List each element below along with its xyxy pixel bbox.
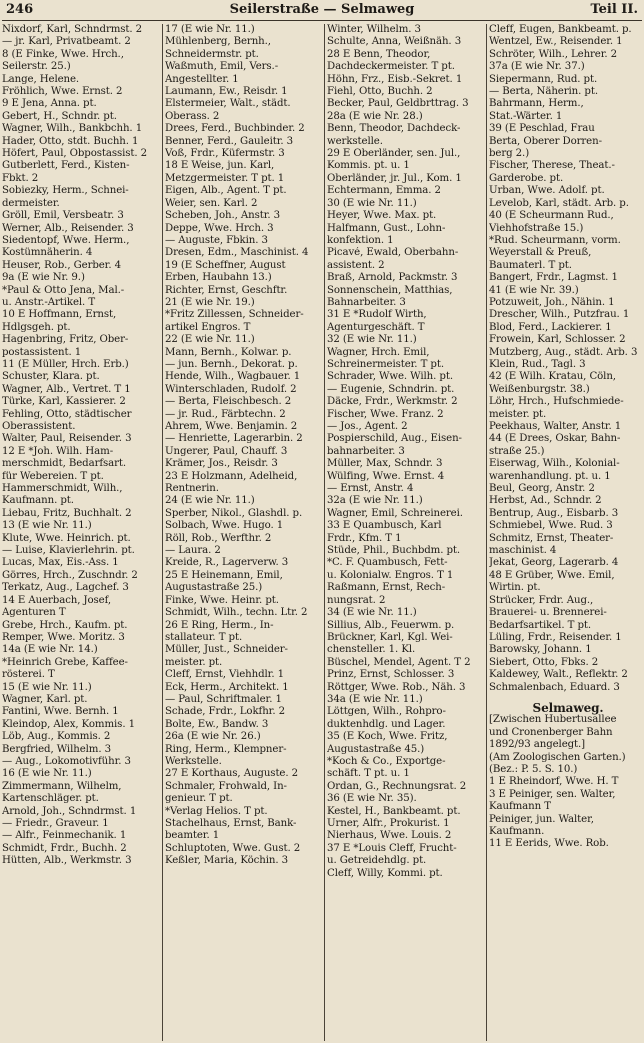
entry-line: Löhr, Hrch., Hufschmiede- <box>489 396 624 408</box>
entry-line: Pospierschild, Aug., Eisen- <box>327 433 462 445</box>
entry-line: postassistent. 1 <box>2 346 82 358</box>
entry-line: — Aug., Lokomotivführ. 3 <box>2 755 131 767</box>
entry-line: Weyerstall & Preuß, <box>489 247 592 259</box>
entry-line: Prinz, Ernst, Schlosser. 3 <box>327 669 455 681</box>
entry-line: Heyer, Wwe. Max. pt. <box>327 210 437 222</box>
entry-line: Schluptoten, Wwe. Gust. 2 <box>165 842 301 854</box>
column-3 <box>324 24 485 1041</box>
entry-line: 23 E Holzmann, Adelheid, <box>165 470 298 482</box>
entry-line: 48 E Grüber, Wwe. Emil, <box>489 569 615 581</box>
entry-line: Schrader, Wwe. Wilh. pt. <box>327 371 453 383</box>
entry-line: dermeister. <box>2 197 60 209</box>
entry-line: Gröll, Emil, Versbeatr. 3 <box>2 210 124 222</box>
entry-line: 17 (E wie Nr. 11.) <box>165 24 255 35</box>
entry-line: Picavé, Ewald, Oberbahn- <box>327 247 459 259</box>
entry-line: 37 E *Louis Cleff, Frucht- <box>327 842 457 854</box>
entry-line: Wagner, Hrch. Emil, <box>327 346 430 358</box>
entry-line: Siepermann, Rud. pt. <box>489 73 598 85</box>
entry-line: Benner, Ferd., Gauleitr. 3 <box>165 135 294 147</box>
entry-line: Schneidermstr. pt. <box>165 48 259 60</box>
entry-line: Krämer, Jos., Reisdr. 3 <box>165 458 278 470</box>
entry-line: Fröhlich, Wwe. Ernst. 2 <box>2 86 123 98</box>
entry-line: Drescher, Wilh., Putzfrau. 1 <box>489 309 630 321</box>
entry-line: 44 (E Drees, Oskar, Bahn- <box>489 433 621 445</box>
entry-line: Garderobe. pt. <box>489 172 564 184</box>
entry-line: Scheben, Joh., Anstr. 3 <box>165 210 281 222</box>
section-line: 1 E Rheindorf, Wwe. H. T <box>489 776 619 788</box>
entry-line: — jr. Rud., Färbtechn. 2 <box>165 408 286 420</box>
entry-line: Werner, Alb., Reisender. 3 <box>2 222 134 234</box>
entry-line: Arnold, Joh., Schndrmst. 1 <box>2 805 137 817</box>
section-line: [Zwischen Hubertusallee <box>489 714 617 726</box>
column-1 <box>2 24 160 1041</box>
entry-line: Augustastraße 45.) <box>327 743 425 755</box>
column-2 <box>162 24 323 1041</box>
entry-line: Sillius, Alb., Feuerwm. p. <box>327 619 455 631</box>
entry-line: Benn, Theodor, Dachdeck- <box>327 123 461 135</box>
entry-line: Mutzberg, Aug., städt. Arb. 3 <box>489 346 638 358</box>
entry-line: Cleff, Willy, Kommi. pt. <box>327 867 443 879</box>
entry-line: 36 (E wie Nr. 35). <box>327 793 417 805</box>
entry-line: 21 (E wie Nr. 19.) <box>165 296 255 308</box>
entry-line: 39 (E Peschlad, Frau <box>489 123 595 135</box>
entry-line: Görres, Hrch., Zuschndr. 2 <box>2 569 138 581</box>
entry-line: 15 (E wie Nr. 11.) <box>2 681 92 693</box>
entry-line: Oberländer, jr. Jul., Kom. 1 <box>327 172 462 184</box>
entry-line: Büschel, Mendel, Agent. T 2 <box>327 656 471 668</box>
entry-line: — Friedr., Graveur. 1 <box>2 818 109 829</box>
entry-line: Fiehl, Otto, Buchh. 2 <box>327 86 433 98</box>
entry-line: Waßmuth, Emil, Vers.- <box>165 61 279 73</box>
entry-line: Siebert, Otto, Fbks. 2 <box>489 656 599 668</box>
entry-line: Kaldewey, Walt., Reflektr. 2 <box>489 669 628 681</box>
page-number: 246 <box>6 2 34 17</box>
entry-line: 25 E Heinemann, Emil, <box>165 569 283 581</box>
entry-line: Fehling, Otto, städtischer <box>2 408 132 420</box>
entry-line: Baumaterl. T pt. <box>489 259 572 271</box>
entry-line: Winter, Wilhelm. 3 <box>327 24 421 35</box>
entry-line: 19 (E Scheffner, August <box>165 259 286 271</box>
entry-line: stallateur. T pt. <box>165 631 243 643</box>
entry-line: 14 E Auerbach, Josef, <box>2 594 112 606</box>
entry-line: Kostümnäherin. 4 <box>2 247 93 259</box>
entry-line: Raßmann, Ernst, Rech- <box>327 582 446 594</box>
entry-line: 41 (E wie Nr. 39.) <box>489 284 579 296</box>
entry-line: Peekhaus, Walter, Anstr. 1 <box>489 421 622 432</box>
entry-line: Kommis. pt. u. 1 <box>327 160 410 172</box>
entry-line: Ungerer, Paul, Chauff. 3 <box>165 445 288 457</box>
entry-line: Nixdorf, Karl, Schndrmst. 2 <box>2 24 143 35</box>
entry-line: Müller, Just., Schneider- <box>165 644 288 656</box>
entry-line: genieur. T pt. <box>165 793 233 805</box>
entry-line: Bedarfsartikel. T pt. <box>489 619 591 631</box>
entry-line: Walter, Paul, Reisender. 3 <box>2 433 132 445</box>
entry-line: meister. pt. <box>165 656 223 668</box>
entry-line: maschinist. 4 <box>489 545 557 557</box>
entry-line: Liebau, Fritz, Buchhalt. 2 <box>2 507 132 519</box>
entry-line: 8 (E Finke, Wwe. Hrch., <box>2 48 124 60</box>
entry-line: Elstermeier, Walt., städt. <box>165 98 291 110</box>
entry-line: Eck, Herm., Architekt. 1 <box>165 681 289 693</box>
entry-line: Kestel, H., Bankbeamt. pt. <box>327 805 461 817</box>
entry-line: — Ernst, Anstr. 4 <box>327 483 414 495</box>
section-line: 3 E Peiniger, sen. Walter, <box>489 788 616 800</box>
entry-line: Höhn, Frz., Eisb.-Sekret. 1 <box>327 73 463 85</box>
entry-line: — Eugenie, Schndrin. pt. <box>327 383 455 395</box>
entry-line: Mann, Bernh., Kolwar. p. <box>165 346 292 358</box>
page-header <box>0 0 644 22</box>
entry-line: Winterschladen, Rudolf. 2 <box>165 383 297 395</box>
entry-line: 12 E *Joh. Wilh. Ham- <box>2 445 114 457</box>
section-line: Peiniger, jun. Walter, <box>489 813 594 825</box>
entry-line: Bangert, Frdr., Lagmst. 1 <box>489 272 618 284</box>
entry-line: Röll, Rob., Werfthr. 2 <box>165 532 272 544</box>
entry-line: Siedentopf, Wwe. Herm., <box>2 234 130 246</box>
entry-line: Beul, Georg, Anstr. 2 <box>489 483 595 495</box>
entry-line: werkstelle. <box>327 135 383 147</box>
entry-line: Wentzel, Ew., Reisender. 1 <box>489 36 623 48</box>
entry-line: Berta, Oberer Dorren- <box>489 135 602 147</box>
entry-line: Barowsky, Johann. 1 <box>489 644 592 656</box>
part-label: Teil II. <box>590 2 638 17</box>
entry-line: Frdr., Kfm. T 1 <box>327 532 402 544</box>
entry-line: Löb, Aug., Kommis. 2 <box>2 731 111 743</box>
entry-line: Echtermann, Emma. 2 <box>327 185 441 197</box>
entry-line: *C. F. Quambusch, Fett- <box>327 557 448 569</box>
section-line: Kaufmann T <box>489 801 551 813</box>
entry-line: — Auguste, Fbkin. 3 <box>165 234 268 246</box>
entry-line: Blod, Ferd., Lackierer. 1 <box>489 321 612 333</box>
entry-line: Angestellter. 1 <box>165 73 239 85</box>
entry-line: Voß, Frdr., Küfermstr. 3 <box>165 148 285 160</box>
entry-line: *Paul & Otto Jena, Mal.- <box>2 284 125 296</box>
entry-line: Schmiebel, Wwe. Rud. 3 <box>489 520 613 532</box>
entry-line: Drees, Ferd., Buchbinder. 2 <box>165 123 305 135</box>
entry-line: beamter. 1 <box>165 830 220 842</box>
entry-line: Schmitz, Ernst, Theater- <box>489 532 614 544</box>
entry-line: Lucas, Max, Eis.-Ass. 1 <box>2 557 119 569</box>
entry-line: Fantini, Wwe. Bernh. 1 <box>2 706 119 718</box>
entry-line: — Laura. 2 <box>165 545 221 557</box>
entry-line: — Jos., Agent. 2 <box>327 421 408 432</box>
entry-line: Fischer, Wwe. Franz. 2 <box>327 408 444 420</box>
entry-line: Wagner, Wilh., Bankbchh. 1 <box>2 123 143 135</box>
entry-line: 34 (E wie Nr. 11.) <box>327 607 417 619</box>
entry-line: Bergfried, Wilhelm. 3 <box>2 743 112 755</box>
entry-line: 29 E Oberländer, sen. Jul., <box>327 148 461 160</box>
entry-line: 33 E Quambusch, Karl <box>327 520 442 532</box>
entry-line: Röttger, Wwe. Rob., Näh. 3 <box>327 681 466 693</box>
entry-line: Brückner, Karl, Kgl. Wei- <box>327 631 453 643</box>
entry-line: Eiserwag, Wilh., Kolonial- <box>489 458 620 470</box>
entry-line: 35 (E Koch, Wwe. Fritz, <box>327 731 448 743</box>
header-rule <box>2 20 642 21</box>
entry-line: — Paul, Schriftmaler. 1 <box>165 693 282 705</box>
entry-line: Kreide, R., Lagerverw. 3 <box>165 557 289 569</box>
entry-line: Däcke, Frdr., Werkmstr. 2 <box>327 396 458 408</box>
entry-line: Agenturen T <box>2 607 66 619</box>
entry-line: — Alfr., Feinmechanik. 1 <box>2 830 127 842</box>
entry-line: Rentnerin. <box>165 483 219 495</box>
entry-line: Schröter, Wilh., Lehrer. 2 <box>489 48 618 60</box>
entry-line: Sperber, Nikol., Glashdl. p. <box>165 507 303 519</box>
entry-line: Metzgermeister. T pt. 1 <box>165 172 285 184</box>
entry-line: Cleff, Eugen, Bankbeamt. p. <box>489 24 632 35</box>
entry-line: Dachdeckermeister. T pt. <box>327 61 455 73</box>
entry-line: Stachelhaus, Ernst, Bank- <box>165 818 297 829</box>
entry-line: Remper, Wwe. Moritz. 3 <box>2 631 125 643</box>
entry-line: 18 E Weise, jun. Karl, <box>165 160 275 172</box>
entry-line: 32a (E wie Nr. 11.) <box>327 495 423 507</box>
entry-line: Fbkt. 2 <box>2 172 39 184</box>
entry-line: Terkatz, Aug., Lagchef. 3 <box>2 582 129 594</box>
entry-line: Braß, Arnold, Packmstr. 3 <box>327 272 458 284</box>
entry-line: Fischer, Therese, Theat.- <box>489 160 615 172</box>
entry-line: Hader, Otto, stdt. Buchh. 1 <box>2 135 139 147</box>
entry-line: Sonnenschein, Matthias, <box>327 284 453 296</box>
entry-line: Schmidt, Wilh., techn. Ltr. 2 <box>165 607 308 619</box>
entry-line: *Rud. Scheurmann, vorm. <box>489 234 621 246</box>
entry-line: Levelob, Karl, städt. Arb. p. <box>489 197 629 209</box>
entry-line: Stüde, Phil., Buchbdm. pt. <box>327 545 461 557</box>
entry-line: Oberassistent. <box>2 421 76 432</box>
entry-line: u. Anstr.-Artikel. T <box>2 296 96 308</box>
entry-line: 37a (E wie Nr. 37.) <box>489 61 585 73</box>
entry-line: schäft. T pt. u. 1 <box>327 768 410 780</box>
entry-line: Augustastraße 25.) <box>165 582 263 594</box>
entry-line: Wülfing, Wwe. Ernst. 4 <box>327 470 445 482</box>
entry-line: Ahrem, Wwe. Benjamin. 2 <box>165 421 298 432</box>
entry-line: Lüling, Frdr., Reisender. 1 <box>489 631 622 643</box>
entry-line: Nierhaus, Wwe. Louis. 2 <box>327 830 452 842</box>
entry-line: 40 (E Scheurmann Rud., <box>489 210 614 222</box>
entry-line: Schade, Frdr., Lokfhr. 2 <box>165 706 285 718</box>
entry-line: Gebert, H., Schndr. pt. <box>2 110 117 122</box>
section-line: 11 E Eerids, Wwe. Rob. <box>489 838 609 850</box>
entry-line: Keßler, Maria, Köchin. 3 <box>165 855 288 867</box>
entry-line: Hende, Wilh., Wagbauer. 1 <box>165 371 301 383</box>
entry-line: Höfert, Paul, Obpostassist. 2 <box>2 148 148 160</box>
entry-line: u. Getreidehdlg. pt. <box>327 855 427 867</box>
entry-line: Laumann, Ew., Reisdr. 1 <box>165 86 288 98</box>
entry-line: straße 25.) <box>489 445 545 457</box>
entry-line: Kartenschläger. pt. <box>2 793 99 805</box>
entry-line: Seilerstr. 25.) <box>2 61 71 73</box>
entry-line: u. Kolonialw. Engros. T 1 <box>327 569 454 581</box>
entry-line: — Berta, Näherin. pt. <box>489 86 598 98</box>
entry-line: Jekat, Georg, Lagerarb. 4 <box>489 557 619 569</box>
entry-line: Stat.-Wärter. 1 <box>489 110 563 122</box>
entry-line: Zimmermann, Wilhelm, <box>2 780 122 792</box>
entry-line: Klein, Rud., Tagl. 3 <box>489 358 586 370</box>
entry-line: Finke, Wwe. Heinr. pt. <box>165 594 279 606</box>
entry-line: artikel Engros. T <box>165 321 251 333</box>
entry-line: Bahnarbeiter. 3 <box>327 296 406 308</box>
section-line: (Am Zoologischen Garten.) <box>489 751 626 763</box>
entry-line: 28 E Benn, Theodor, <box>327 48 431 60</box>
entry-line: Wagner, Emil, Schreinerei. <box>327 507 463 519</box>
entry-line: duktenhdlg. und Lager. <box>327 718 446 730</box>
entry-line: 42 (E Wilh. Kratau, Cöln, <box>489 371 616 383</box>
entry-line: *Verlag Helios. T pt. <box>165 805 268 817</box>
entry-line: — Luise, Klavierlehrin. pt. <box>2 545 135 557</box>
entry-line: Lange, Helene. <box>2 73 80 85</box>
entry-line: Müller, Max, Schndr. 3 <box>327 458 443 470</box>
entry-line: Schulte, Anna, Weißnäh. 3 <box>327 36 462 48</box>
entry-line: Schmaler, Frohwald, In- <box>165 780 287 792</box>
entry-line: — jr. Karl, Privatbeamt. 2 <box>2 36 131 48</box>
entry-line: — jun. Bernh., Dekorat. p. <box>165 358 298 370</box>
page-title: Seilerstraße — Selmaweg <box>229 2 415 17</box>
entry-line: Urner, Alfr., Prokurist. 1 <box>327 818 450 829</box>
entry-line: Kaufmann. pt. <box>2 495 74 507</box>
entry-line: Strücker, Frdr. Aug., <box>489 594 594 606</box>
entry-line: Mühlenberg, Bernh., <box>165 36 271 48</box>
entry-line: chensteller. 1. Kl. <box>327 644 416 656</box>
entry-line: Wagner, Alb., Vertret. T 1 <box>2 383 131 395</box>
section-line: 1892/93 angelegt.] <box>489 739 586 751</box>
entry-line: 32 (E wie Nr. 11.) <box>327 334 417 346</box>
entry-line: Heuser, Rob., Gerber. 4 <box>2 259 121 271</box>
entry-line: Löttgen, Wilh., Rohpro- <box>327 706 446 718</box>
entry-line: Urban, Wwe. Adolf. pt. <box>489 185 605 197</box>
column-4 <box>486 24 644 1041</box>
section-line: und Cronenberger Bahn <box>489 726 613 738</box>
entry-line: Hammerschmidt, Wilh., <box>2 483 123 495</box>
entry-line: Solbach, Wwe. Hugo. 1 <box>165 520 284 532</box>
entry-line: Richter, Ernst, Geschftr. <box>165 284 288 296</box>
entry-line: Potzuweit, Joh., Nähin. 1 <box>489 296 615 308</box>
entry-line: 9 E Jena, Anna. pt. <box>2 98 97 110</box>
columns <box>2 24 642 1041</box>
entry-line: 24 (E wie Nr. 11.) <box>165 495 255 507</box>
entry-line: Weißenburgstr. 38.) <box>489 383 590 395</box>
street-heading: Selmaweg. <box>532 700 604 715</box>
entry-line: Werkstelle. <box>165 755 222 767</box>
entry-line: bahnarbeiter. 3 <box>327 445 405 457</box>
entry-line: Bentrup, Aug., Eisbarb. 3 <box>489 507 619 519</box>
entry-line: Viehhofstraße 15.) <box>489 222 584 234</box>
entry-line: Schmidt, Frdr., Buchh. 2 <box>2 842 127 854</box>
entry-line: *Heinrich Grebe, Kaffee- <box>2 656 128 668</box>
entry-line: 26 E Ring, Herm., In- <box>165 619 274 631</box>
section-line: (Bez.: P. 5. S. 10.) <box>489 763 578 775</box>
entry-line: — Henriette, Lagerarbin. 2 <box>165 433 303 445</box>
entry-line: Hagenbring, Fritz, Ober- <box>2 334 129 346</box>
entry-line: assistent. 2 <box>327 259 385 271</box>
entry-line: berg 2.) <box>489 148 530 160</box>
section-line: Kaufmann. <box>489 826 545 837</box>
entry-line: 31 E *Rudolf Wirth, <box>327 309 427 321</box>
entry-line: warenhandlung. pt. u. 1 <box>489 470 611 482</box>
entry-line: Halfmann, Gust., Lohn- <box>327 222 446 234</box>
entry-line: Erben, Haubahn 13.) <box>165 272 272 284</box>
entry-line: 11 (E Müller, Hrch. Erb.) <box>2 358 129 370</box>
entry-line: Dresen, Edm., Maschinist. 4 <box>165 247 309 259</box>
entry-line: 16 (E wie Nr. 11.) <box>2 768 92 780</box>
entry-line: Brauerei- u. Brennerei- <box>489 607 607 619</box>
entry-line: 13 (E wie Nr. 11.) <box>2 520 92 532</box>
entry-line: Wirtin. pt. <box>489 582 541 594</box>
entry-line: — Berta, Fleischbesch. 2 <box>165 396 292 408</box>
entry-line: 28a (E wie Nr. 28.) <box>327 110 423 122</box>
entry-line: 34a (E wie Nr. 11.) <box>327 693 423 705</box>
entry-line: *Fritz Zillessen, Schneider- <box>165 309 304 321</box>
entry-line: Kleindop, Alex, Kommis. 1 <box>2 718 135 730</box>
entry-line: Wagner, Karl. pt. <box>2 693 88 705</box>
entry-line: Hdlgsgeh. pt. <box>2 321 71 333</box>
entry-line: Schuster, Klara. pt. <box>2 371 100 383</box>
entry-line: Bahrmann, Herm., <box>489 98 584 110</box>
entry-line: Oberass. 2 <box>165 110 220 122</box>
entry-line: Weier, sen. Karl. 2 <box>165 197 258 209</box>
entry-line: Schreinermeister. T pt. <box>327 358 444 370</box>
entry-line: Ring, Herm., Klempner- <box>165 743 287 755</box>
entry-line: Grebe, Hrch., Kaufm. pt. <box>2 619 128 631</box>
entry-line: 22 (E wie Nr. 11.) <box>165 334 255 346</box>
entry-line: Ordan, G., Rechnungsrat. 2 <box>327 780 467 792</box>
entry-line: Becker, Paul, Geldbrttrag. 3 <box>327 98 469 110</box>
entry-line: 9a (E wie Nr. 9.) <box>2 272 85 284</box>
entry-line: 14a (E wie Nr. 14.) <box>2 644 98 656</box>
entry-line: Cleff, Ernst, Viehhdlr. 1 <box>165 669 284 681</box>
entry-line: Agenturgeschäft. T <box>327 321 425 333</box>
entry-line: Deppe, Wwe. Hrch. 3 <box>165 222 274 234</box>
entry-line: Klute, Wwe. Heinrich. pt. <box>2 532 131 544</box>
entry-line: Türke, Karl, Kassierer. 2 <box>2 396 126 408</box>
entry-line: Bolte, Ew., Bandw. 3 <box>165 718 269 730</box>
entry-line: 10 E Hoffmann, Ernst, <box>2 309 117 321</box>
entry-line: meister. pt. <box>489 408 547 420</box>
entry-line: *Koch & Co., Exportge- <box>327 755 446 767</box>
entry-line: 26a (E wie Nr. 26.) <box>165 731 261 743</box>
entry-line: Sobiezky, Herm., Schnei- <box>2 185 129 197</box>
entry-line: 30 (E wie Nr. 11.) <box>327 197 417 209</box>
entry-line: Hütten, Alb., Werkmstr. 3 <box>2 855 132 867</box>
entry-line: Schmalenbach, Eduard. 3 <box>489 681 620 693</box>
entry-line: nungsrat. 2 <box>327 594 386 606</box>
entry-line: Herbst, Ad., Schndr. 2 <box>489 495 602 507</box>
entry-line: merschmidt, Bedarfsart. <box>2 458 127 470</box>
entry-line: Eigen, Alb., Agent. T pt. <box>165 185 287 197</box>
entry-line: 27 E Korthaus, Auguste. 2 <box>165 768 299 780</box>
entry-line: Gutberlett, Ferd., Kisten- <box>2 160 130 172</box>
entry-line: für Webereien. T pt. <box>2 470 104 482</box>
entry-line: Frowein, Karl, Schlosser. 2 <box>489 334 626 346</box>
entry-line: rösterei. T <box>2 669 55 681</box>
entry-line: konfektion. 1 <box>327 234 394 246</box>
